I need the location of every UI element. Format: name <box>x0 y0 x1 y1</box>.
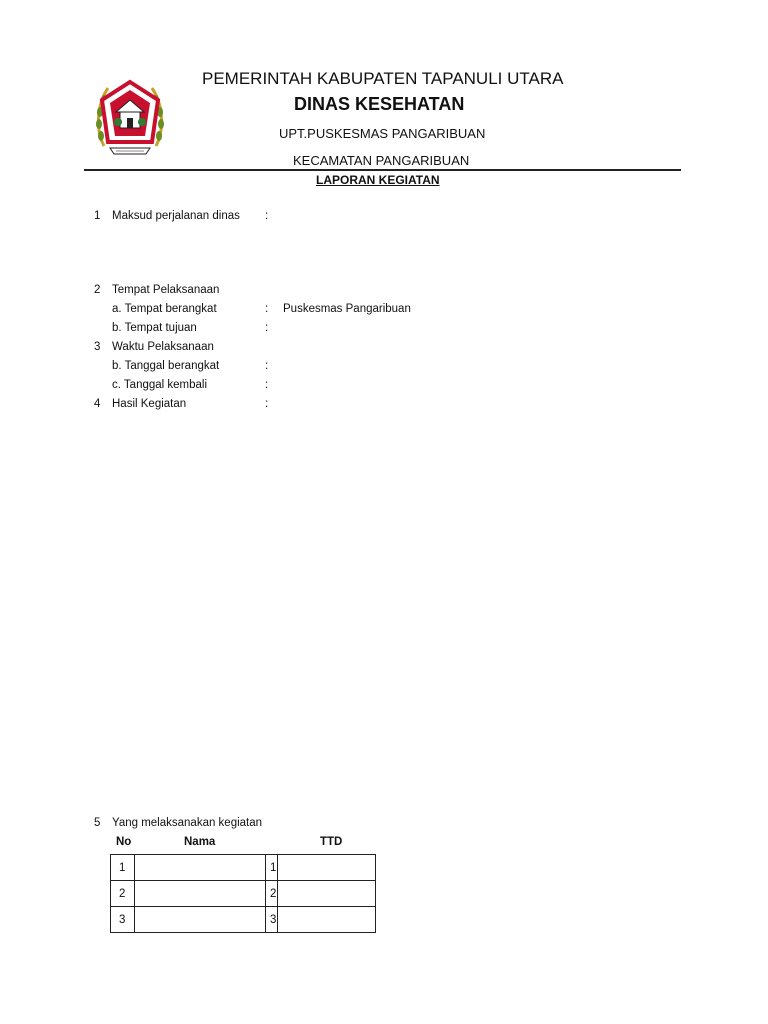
item-3-number: 3 <box>94 341 101 353</box>
item-1-number: 1 <box>94 210 101 222</box>
name-cell[interactable] <box>135 881 266 907</box>
item-4-number: 4 <box>94 398 101 410</box>
item-2b-label: b. Tempat tujuan <box>112 322 197 334</box>
header-unit-name: UPT.PUSKESMAS PANGARIBUAN <box>279 126 486 141</box>
item-2a-label: a. Tempat berangkat <box>112 303 217 315</box>
item-2a-colon: : <box>265 303 269 315</box>
row-number: 3 <box>111 907 135 933</box>
table-row <box>111 881 376 907</box>
item-2-label: Tempat Pelaksanaan <box>112 284 220 296</box>
item-3b-label: b. Tanggal berangkat <box>112 360 220 372</box>
item-2-number: 2 <box>94 284 101 296</box>
item-5-number: 5 <box>94 817 101 829</box>
report-title: LAPORAN KEGIATAN <box>316 173 440 187</box>
signature-cell[interactable] <box>278 907 376 933</box>
signature-table <box>110 854 376 933</box>
header-divider <box>84 169 681 171</box>
item-1-label: Maksud perjalanan dinas <box>112 210 240 222</box>
table-header-ttd: TTD <box>320 836 343 848</box>
table-header-nama: Nama <box>184 836 216 848</box>
table-header-no: No <box>116 836 132 848</box>
row-number: 2 <box>111 881 135 907</box>
item-3-label: Waktu Pelaksanaan <box>112 341 214 353</box>
name-cell[interactable] <box>135 907 266 933</box>
item-4-label: Hasil Kegiatan <box>112 398 187 410</box>
signature-number: 3 <box>266 907 278 933</box>
regency-emblem-logo <box>94 76 166 160</box>
item-2b-colon: : <box>265 322 269 334</box>
item-5-label: Yang melaksanakan kegiatan <box>112 817 263 829</box>
row-number: 1 <box>111 855 135 881</box>
name-cell[interactable] <box>135 855 266 881</box>
item-3c-colon: : <box>265 379 269 391</box>
header-department-name: DINAS KESEHATAN <box>294 94 465 114</box>
signature-cell[interactable] <box>278 855 376 881</box>
item-3b-colon: : <box>265 360 269 372</box>
item-1-colon: : <box>265 210 269 222</box>
signature-number: 2 <box>266 881 278 907</box>
item-2a-value: Puskesmas Pangaribuan <box>283 303 411 315</box>
table-row <box>111 855 376 881</box>
header-government-name: PEMERINTAH KABUPATEN TAPANULI UTARA <box>202 69 564 88</box>
signature-number: 1 <box>266 855 278 881</box>
item-3c-label: c. Tanggal kembali <box>112 379 208 391</box>
item-4-colon: : <box>265 398 269 410</box>
signature-cell[interactable] <box>278 881 376 907</box>
table-row <box>111 907 376 933</box>
header-district-name: KECAMATAN PANGARIBUAN <box>293 153 470 168</box>
